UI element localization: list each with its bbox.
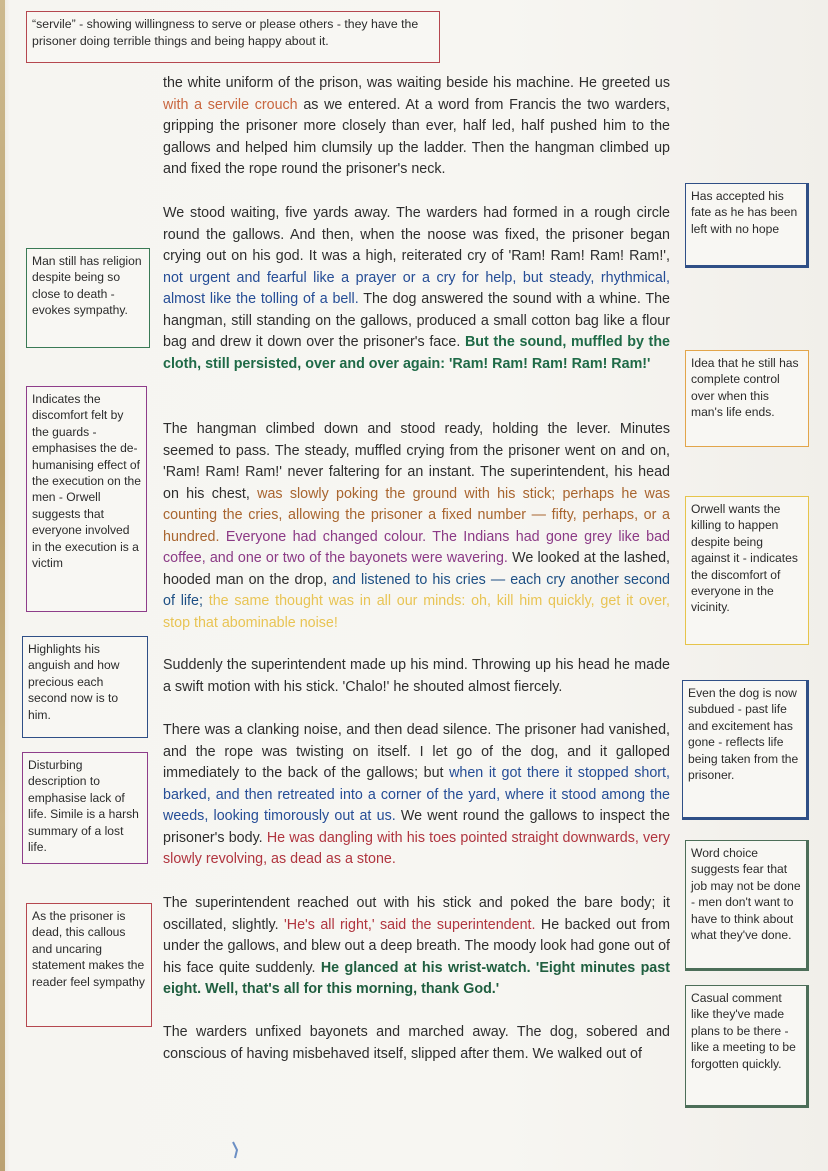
annotation-discomfort: Indicates the discomfort felt by the guards - emphasises the de-humanising effect of the execution on the men - Orwell suggests that everyone involved in the execution is a victim	[26, 386, 147, 612]
annotation-casual: Casual comment like they've made plans to be there - like a meeting to be forgotten quickly.	[685, 985, 809, 1108]
annotation-control: Idea that he still has complete control over when this man's life ends.	[685, 350, 809, 447]
paragraph-7: The warders unfixed bayonets and marched away. The dog, sobered and conscious of having misbehaved itself, slipped after them. We walked out of	[163, 1024, 670, 1062]
paragraph-6: The superintendent reached out with his stick and poked the bare body; it oscillated, slightly. 'He's all right,' said the superintendent. He backed out from under the gallows, and blew out a deep breath. The moody look had gone out of his face quite suddenly. He glanced at his wrist-watch. 'Eight minutes past eight. Well, that's all for this morning, thank God.'	[163, 895, 670, 997]
annotation-dog-subdued: Even the dog is now subdued - past life and excitement has gone - reflects life being taken from the prisoner.	[682, 680, 809, 820]
paragraph-2: We stood waiting, five yards away. The warders had formed in a rough circle round the gallows. And then, when the noose was fixed, the prisoner began crying out on his god. It was a high, reiterated cry of 'Ram! Ram! Ram! Ram!', not urgent and fearful like a prayer or a cry for help, but steady, rhythmical, almost like the tolling of a bell. The dog answered the sound with a whine. The hangman, still standing on the gallows, produced a small cotton bag like a flour bag and drew it down over the prisoner's face. But the sound, muffled by the cloth, still persisted, over and over again: 'Ram! Ram! Ram! Ram! Ram!'	[163, 205, 671, 372]
annotation-accepted-fate: Has accepted his fate as he has been left with no hope	[685, 183, 809, 268]
annotation-servile: “servile” - showing willingness to serve or please others - they have the prisoner doing terrible things and being happy about it.	[26, 11, 440, 63]
paragraph-4: Suddenly the superintendent made up his mind. Throwing up his head he made a swift motion with his stick. 'Chalo!' he shouted almost fiercely.	[163, 657, 670, 695]
pen-mark	[232, 1140, 240, 1160]
page-edge	[0, 0, 5, 1171]
annotation-religion: Man still has religion despite being so close to death - evokes sympathy.	[26, 248, 150, 348]
paragraph-1: the white uniform of the prison, was waiting beside his machine. He greeted us with a servile crouch as we entered. At a word from Francis the two warders, gripping the prisoner more closely than ever, half led, half pushed him to the gallows and helped him clumsily up the ladder. Then the hangman climbed up and fixed the rope round the prisoner's neck.	[163, 75, 670, 177]
annotation-word-choice: Word choice suggests fear that job may not be done - men don't want to have to think about what they've done.	[685, 840, 809, 971]
annotation-orwell-wants: Orwell wants the killing to happen despite being against it - indicates the discomfort of everyone in the vicinity.	[685, 496, 809, 645]
paragraph-3: The hangman climbed down and stood ready, holding the lever. Minutes seemed to pass. The steady, muffled crying from the prisoner went on and on, 'Ram! Ram! Ram!' never faltering for an instant. The superintendent, his head on his chest, was slowly poking the ground with his stick; perhaps he was counting the cries, allowing the prisoner a fixed number — fifty, perhaps, or a hundred. Everyone had changed colour. The Indians had gone grey like bad coffee, and one or two of the bayonets were wavering. We looked at the lashed, hooded man on the drop, and listened to his cries — each cry another second of life; the same thought was in all our minds: oh, kill him quickly, get it over, stop that abominable noise!	[163, 421, 671, 631]
annotation-callous: As the prisoner is dead, this callous and uncaring statement makes the reader feel sympathy	[26, 903, 152, 1027]
annotation-anguish: Highlights his anguish and how precious each second now is to him.	[22, 636, 148, 738]
paragraph-5: There was a clanking noise, and then dead silence. The prisoner had vanished, and the rope was twisting on itself. I let go of the dog, and it galloped immediately to the back of the gallows; but when it got there it stopped short, barked, and then retreated into a corner of the yard, where it stood among the weeds, looking timorously out at us. We went round the gallows to inspect the prisoner's body. He was dangling with his toes pointed straight downwards, very slowly revolving, as dead as a stone.	[163, 722, 671, 867]
annotation-disturbing: Disturbing description to emphasise lack of life. Simile is a harsh summary of a lost life.	[22, 752, 148, 864]
